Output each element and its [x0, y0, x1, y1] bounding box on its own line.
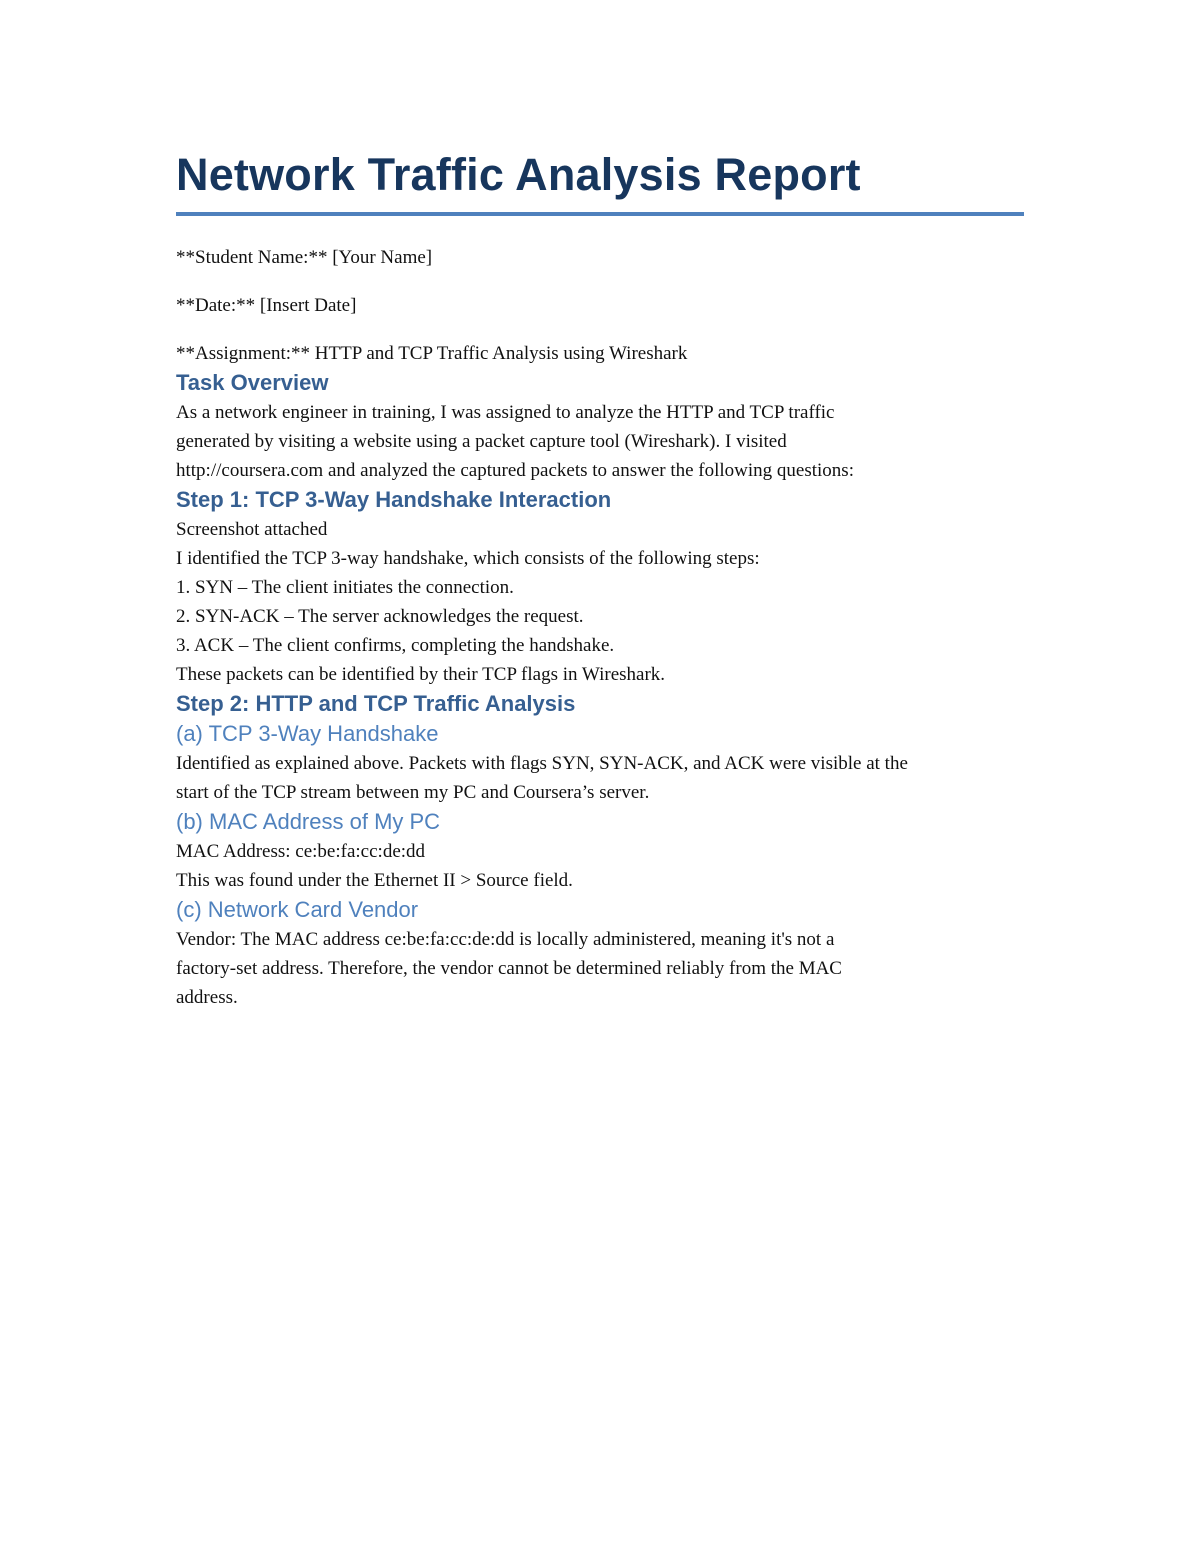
- list-item: 3. ACK – The client confirms, completing the handshake.: [176, 635, 615, 656]
- paragraph-line: I identified the TCP 3-way handshake, which consists of the following steps:: [176, 548, 760, 569]
- document-title: Network Traffic Analysis Report: [176, 149, 861, 200]
- paragraph-line: start of the TCP stream between my PC and Coursera’s server.: [176, 782, 650, 803]
- paragraph-line: Vendor: The MAC address ce:be:fa:cc:de:dd is locally administered, meaning it's not a: [176, 929, 835, 950]
- paragraph-line: factory-set address. Therefore, the vendor cannot be determined reliably from the MAC: [176, 958, 842, 979]
- paragraph-line: http://coursera.com and analyzed the captured packets to answer the following questions:: [176, 460, 854, 481]
- paragraph-line: This was found under the Ethernet II > Source field.: [176, 870, 573, 891]
- subsection-a-heading: (a) TCP 3-Way Handshake: [176, 721, 439, 746]
- list-item: 2. SYN-ACK – The server acknowledges the request.: [176, 606, 584, 627]
- list-item: 1. SYN – The client initiates the connection.: [176, 577, 514, 598]
- paragraph-line: Screenshot attached: [176, 519, 328, 540]
- step1-heading: Step 1: TCP 3-Way Handshake Interaction: [176, 487, 612, 512]
- subsection-b-paragraph: [176, 837, 1026, 895]
- step1-paragraph: [176, 515, 1026, 660]
- title-underline: [176, 212, 1024, 216]
- paragraph-line: address.: [176, 987, 238, 1008]
- subsection-c-heading: (c) Network Card Vendor: [176, 897, 419, 922]
- paragraph-line: generated by visiting a website using a packet capture tool (Wireshark). I visited: [176, 431, 787, 452]
- assignment-line: **Assignment:** HTTP and TCP Traffic Analysis using Wireshark: [176, 343, 688, 364]
- date-line: **Date:** [Insert Date]: [176, 295, 357, 316]
- task-overview-heading: Task Overview: [176, 370, 329, 395]
- subsection-b-heading: (b) MAC Address of My PC: [176, 809, 441, 834]
- subsection-a-paragraph: [176, 749, 1026, 807]
- step1-note: These packets can be identified by their TCP flags in Wireshark.: [176, 664, 666, 685]
- step2-heading: Step 2: HTTP and TCP Traffic Analysis: [176, 691, 576, 716]
- student-name-line: **Student Name:** [Your Name]: [176, 247, 433, 268]
- paragraph-line: MAC Address: ce:be:fa:cc:de:dd: [176, 841, 426, 862]
- subsection-c-paragraph: [176, 925, 1026, 1012]
- document-content: [176, 140, 1026, 1012]
- task-overview-paragraph: [176, 398, 1026, 485]
- paragraph-line: Identified as explained above. Packets with flags SYN, SYN-ACK, and ACK were visible at the: [176, 753, 908, 774]
- paragraph-line: As a network engineer in training, I was assigned to analyze the HTTP and TCP traffic: [176, 402, 835, 423]
